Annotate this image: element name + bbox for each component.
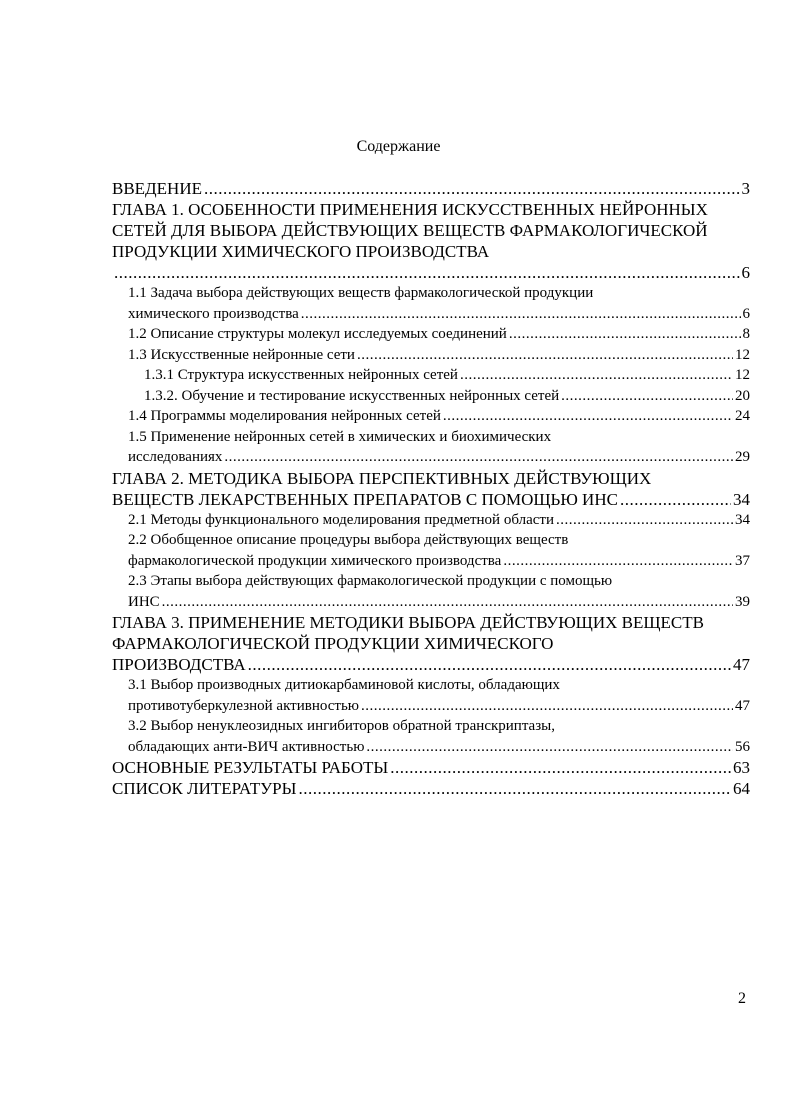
toc-entry-page: 12 bbox=[735, 367, 750, 383]
toc-entry-title: 3.2 Выбор ненуклеозидных ингибиторов обратной транскриптазы, bbox=[128, 718, 555, 734]
toc-entry-title: противотуберкулезной активностью bbox=[128, 697, 359, 714]
toc-entry-title: 2.1 Методы функционального моделирования предметной области bbox=[128, 511, 554, 528]
toc-entry[interactable] bbox=[128, 427, 750, 468]
toc-entry[interactable] bbox=[128, 283, 750, 324]
toc-entry[interactable] bbox=[128, 530, 750, 571]
dot-leader bbox=[561, 386, 733, 407]
dot-leader bbox=[298, 778, 731, 799]
toc-entry-page: 29 bbox=[735, 449, 750, 465]
toc-entry-page: 12 bbox=[735, 346, 750, 363]
toc-entry-title: 1.1 Задача выбора действующих веществ фармакологической продукции bbox=[128, 285, 594, 301]
toc-entry-page: 47 bbox=[733, 655, 750, 674]
toc-entry-title: ВЕЩЕСТВ ЛЕКАРСТВЕННЫХ ПРЕПАРАТОВ С ПОМОЩЬЮ ИНС bbox=[112, 489, 618, 509]
toc-entry-title: 1.5 Применение нейронных сетей в химических и биохимических bbox=[128, 428, 552, 445]
toc-entry-title: 2.3 Этапы выбора действующих фармакологической продукции с помощью bbox=[128, 573, 613, 589]
toc-entry[interactable] bbox=[128, 406, 750, 427]
toc-entry[interactable] bbox=[144, 386, 750, 407]
page-number: 2 bbox=[738, 990, 746, 1007]
toc-entry-page: 6 bbox=[741, 263, 750, 282]
toc-entry-page: 34 bbox=[733, 489, 750, 509]
toc-entry-page: 47 bbox=[735, 697, 750, 714]
toc-entry-page: 56 bbox=[735, 738, 750, 755]
dot-leader bbox=[460, 365, 733, 386]
toc-entry-title: 1.3.2. Обучение и тестирование искусственных нейронных сетей bbox=[144, 387, 560, 404]
dot-leader bbox=[357, 345, 733, 366]
toc-entry-title: СПИСОК ЛИТЕРАТУРЫ bbox=[112, 779, 297, 798]
dot-leader bbox=[620, 489, 731, 510]
toc-entry-title: ГЛАВА 3. ПРИМЕНЕНИЕ МЕТОДИКИ ВЫБОРА ДЕЙСТВУЮЩИХ ВЕЩЕСТВ ФАРМАКОЛОГИЧЕСКОЙ ПРОДУКЦИИ ХИМИЧЕСКОГО bbox=[112, 613, 704, 653]
dot-leader bbox=[556, 510, 733, 531]
toc-entry-page: 6 bbox=[742, 305, 750, 322]
dot-leader bbox=[224, 447, 733, 468]
toc-entry[interactable] bbox=[128, 675, 750, 716]
toc-entry-title: химического производства bbox=[128, 305, 299, 322]
toc-entry-title: ВВЕДЕНИЕ bbox=[112, 179, 202, 198]
toc-entry-page: 39 bbox=[735, 593, 750, 610]
toc-entry-title: 1.3 Искусственные нейронные сети bbox=[128, 346, 355, 363]
toc-entry-title: фармакологической продукции химического производства bbox=[128, 552, 502, 569]
toc-entry-page: 64 bbox=[733, 779, 750, 798]
toc-entry-title: 2.2 Обобщенное описание процедуры выбора действующих веществ bbox=[128, 532, 569, 548]
dot-leader bbox=[443, 406, 733, 427]
toc-entry[interactable] bbox=[112, 778, 750, 799]
page-title: Содержание bbox=[356, 138, 441, 155]
toc-entry-page: 20 bbox=[735, 387, 750, 404]
toc-entry-title: 1.3.1 Структура искусственных нейронных сетей bbox=[144, 367, 458, 383]
dot-leader bbox=[361, 696, 733, 717]
dot-leader bbox=[301, 304, 741, 325]
table-of-contents bbox=[112, 178, 750, 799]
toc-entry[interactable] bbox=[128, 324, 750, 345]
toc-entry-page: 8 bbox=[742, 326, 750, 342]
toc-entry[interactable] bbox=[112, 199, 750, 283]
toc-entry[interactable] bbox=[128, 571, 750, 612]
dot-leader bbox=[204, 178, 740, 199]
toc-entry-title: ГЛАВА 2. МЕТОДИКА ВЫБОРА ПЕРСПЕКТИВНЫХ ДЕЙСТВУЮЩИХ bbox=[112, 468, 652, 488]
dot-leader bbox=[162, 592, 733, 613]
dot-leader bbox=[503, 551, 733, 572]
toc-entry[interactable] bbox=[144, 365, 750, 386]
dot-leader bbox=[248, 654, 731, 675]
toc-entry-title: ОСНОВНЫЕ РЕЗУЛЬТАТЫ РАБОТЫ bbox=[112, 758, 389, 777]
toc-entry-title: ГЛАВА 1. ОСОБЕННОСТИ ПРИМЕНЕНИЯ ИСКУССТВЕННЫХ НЕЙРОННЫХ СЕТЕЙ ДЛЯ ВЫБОРА ДЕЙСТВУЮЩИХ ВЕЩЕСТВ ФАРМАКОЛОГИЧЕСКОЙ ПРОДУКЦИИ ХИМИЧЕСКОГО ПРОИЗВОДСТВА bbox=[112, 200, 708, 261]
toc-entry-title: обладающих анти-ВИЧ активностью bbox=[128, 738, 365, 755]
dot-leader bbox=[390, 757, 731, 778]
toc-entry-page: 3 bbox=[741, 179, 750, 198]
toc-entry[interactable] bbox=[128, 345, 750, 366]
toc-entry[interactable] bbox=[128, 510, 750, 531]
toc-entry[interactable] bbox=[112, 612, 750, 675]
toc-entry-title: 1.4 Программы моделирования нейронных сетей bbox=[128, 408, 441, 424]
toc-entry-title: 3.1 Выбор производных дитиокарбаминовой кислоты, обладающих bbox=[128, 677, 560, 693]
toc-entry-title: 1.2 Описание структуры молекул исследуемых соединений bbox=[128, 326, 507, 342]
toc-entry-title: ИНС bbox=[128, 593, 160, 610]
toc-entry-page: 37 bbox=[735, 552, 750, 569]
dot-leader bbox=[366, 737, 733, 758]
toc-entry[interactable] bbox=[112, 757, 750, 778]
toc-entry[interactable] bbox=[112, 468, 750, 510]
toc-entry-page: 63 bbox=[733, 758, 750, 777]
dot-leader bbox=[114, 262, 740, 283]
toc-entry-title: исследованиях bbox=[128, 449, 223, 465]
toc-entry[interactable] bbox=[112, 178, 750, 199]
toc-entry[interactable] bbox=[128, 716, 750, 757]
toc-entry-page: 34 bbox=[735, 511, 750, 528]
toc-entry-page: 24 bbox=[735, 408, 750, 424]
dot-leader bbox=[509, 324, 741, 345]
toc-entry-title: ПРОИЗВОДСТВА bbox=[112, 655, 246, 674]
